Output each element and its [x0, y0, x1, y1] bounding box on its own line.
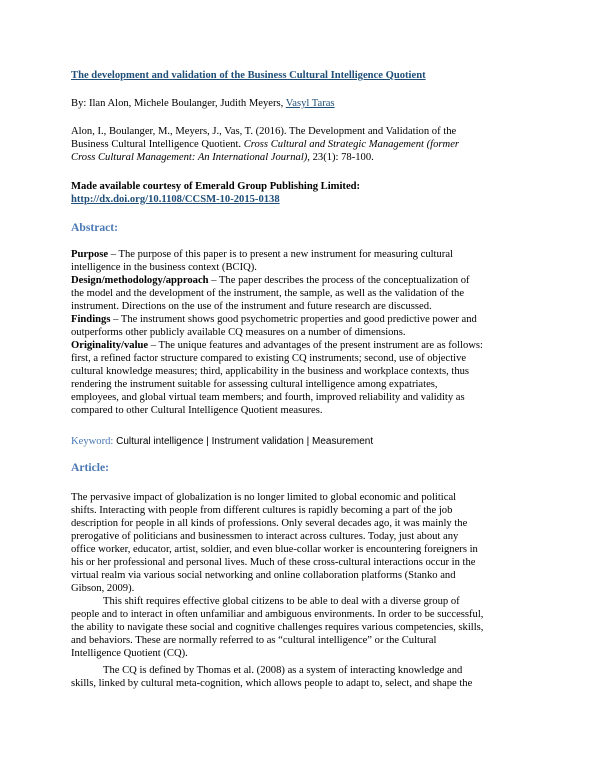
citation-line-3 [71, 151, 533, 164]
article-line: prerogative of politicians and businessmen to interact across cultures. Today, just about any [71, 531, 459, 542]
abstract-design [71, 274, 533, 287]
article-heading: Article: [71, 461, 109, 474]
findings-text: – The instrument shows good psychometric properties and good predictive power and [110, 314, 477, 325]
abstract-originality-6: compared to other Cultural Intelligence Quotient measures. [71, 405, 323, 416]
byline [71, 97, 533, 110]
courtesy-line: Made available courtesy of Emerald Group Publishing Limited: [71, 181, 361, 192]
citation-journal-cont: Cross Cultural Management: An International Journal) [71, 152, 308, 163]
design-label: Design/methodology/approach [71, 275, 209, 286]
keyword-list: Cultural intelligence | Instrument validation | Measurement [113, 436, 374, 447]
citation-text: Business Cultural Intelligence Quotient. [71, 139, 244, 150]
abstract-purpose-2: intelligence in the business context (BCIQ). [71, 262, 257, 273]
abstract-design-2: the model and the development of the instrument, the sample, as well as the validation of the [71, 288, 465, 299]
purpose-text: – The purpose of this paper is to present a new instrument for measuring cultural [108, 249, 453, 260]
article-line: description for people in all kinds of professions. Only several decades ago, it was mainly the [71, 518, 468, 529]
keywords-line [71, 435, 533, 448]
abstract-purpose [71, 248, 533, 261]
citation-line-1: Alon, I., Boulanger, M., Meyers, J., Vas, T. (2016). The Development and Validation of the [71, 126, 457, 137]
abstract-findings-2: outperforms other publicly available CQ measures on a number of dimensions. [71, 327, 406, 338]
doi-link[interactable]: http://dx.doi.org/10.1108/CCSM-10-2015-0138 [71, 194, 280, 205]
article-line: office worker, educator, artist, soldier, and even blue-collar worker is encountering foreigners in [71, 544, 478, 555]
article-line: virtual realm via various social networking and online collaboration platforms (Stanko and [71, 570, 456, 581]
article-line: The CQ is defined by Thomas et al. (2008) as a system of interacting knowledge and [103, 665, 463, 676]
article-line: Gibson, 2009). [71, 583, 135, 594]
abstract-originality-4: rendering the instrument suitable for assessing cultural intelligence among expatriates, [71, 379, 438, 390]
paper-title-link[interactable]: The development and validation of the Business Cultural Intelligence Quotient [71, 70, 426, 81]
findings-label: Findings [71, 314, 111, 325]
article-line: shifts. Interacting with people from different cultures is rapidly becoming a part of the job [71, 505, 453, 516]
abstract-originality-3: cultural knowledge measures; third, applicability in the business and workplace contexts, thus [71, 366, 470, 377]
citation-journal: Cross Cultural and Strategic Management (former [243, 139, 460, 150]
article-line: the ability to navigate these social and cognitive challenges requires various competencies, skills, [71, 622, 484, 633]
abstract-originality-2: first, a refined factor structure compared to existing CQ instruments; second, use of objective [71, 353, 467, 364]
design-text: – The paper describes the process of the conceptualization of [208, 275, 470, 286]
abstract-heading: Abstract: [71, 221, 119, 234]
citation-volume: , 23(1): 78-100. [307, 152, 374, 163]
keyword-label: Keyword: [71, 436, 114, 447]
originality-label: Originality/value [71, 340, 149, 351]
article-line: skills, linked by cultural meta-cognition, which allows people to adapt to, select, and shape the [71, 678, 473, 689]
originality-text: – The unique features and advantages of the present instrument are as follows: [148, 340, 483, 351]
abstract-findings [71, 313, 533, 326]
abstract-originality [71, 339, 533, 352]
article-line: This shift requires effective global citizens to be able to deal with a diverse group of [103, 596, 460, 607]
article-line: Intelligence Quotient (CQ). [71, 648, 188, 659]
citation-line-2 [71, 138, 533, 151]
article-line: his or her professional and personal lives. Much of these cross-cultural interactions occur in the [71, 557, 476, 568]
abstract-originality-5: employees, and global virtual team members; and fourth, improved reliability and validity as [71, 392, 465, 403]
byline-authors: By: Ilan Alon, Michele Boulanger, Judith Meyers, [71, 98, 286, 109]
article-line: people and to interact in often unfamiliar and ambiguous environments. In order to be successful, [71, 609, 484, 620]
article-line: and behaviors. These are normally referred to as “cultural intelligence” or the Cultural [71, 635, 437, 646]
article-line: The pervasive impact of globalization is no longer limited to global economic and political [71, 492, 457, 503]
abstract-design-3: instrument. Directions on the use of the instrument and future research are discussed. [71, 301, 432, 312]
purpose-label: Purpose [71, 249, 109, 260]
author-link-taras[interactable]: Vasyl Taras [285, 98, 335, 109]
